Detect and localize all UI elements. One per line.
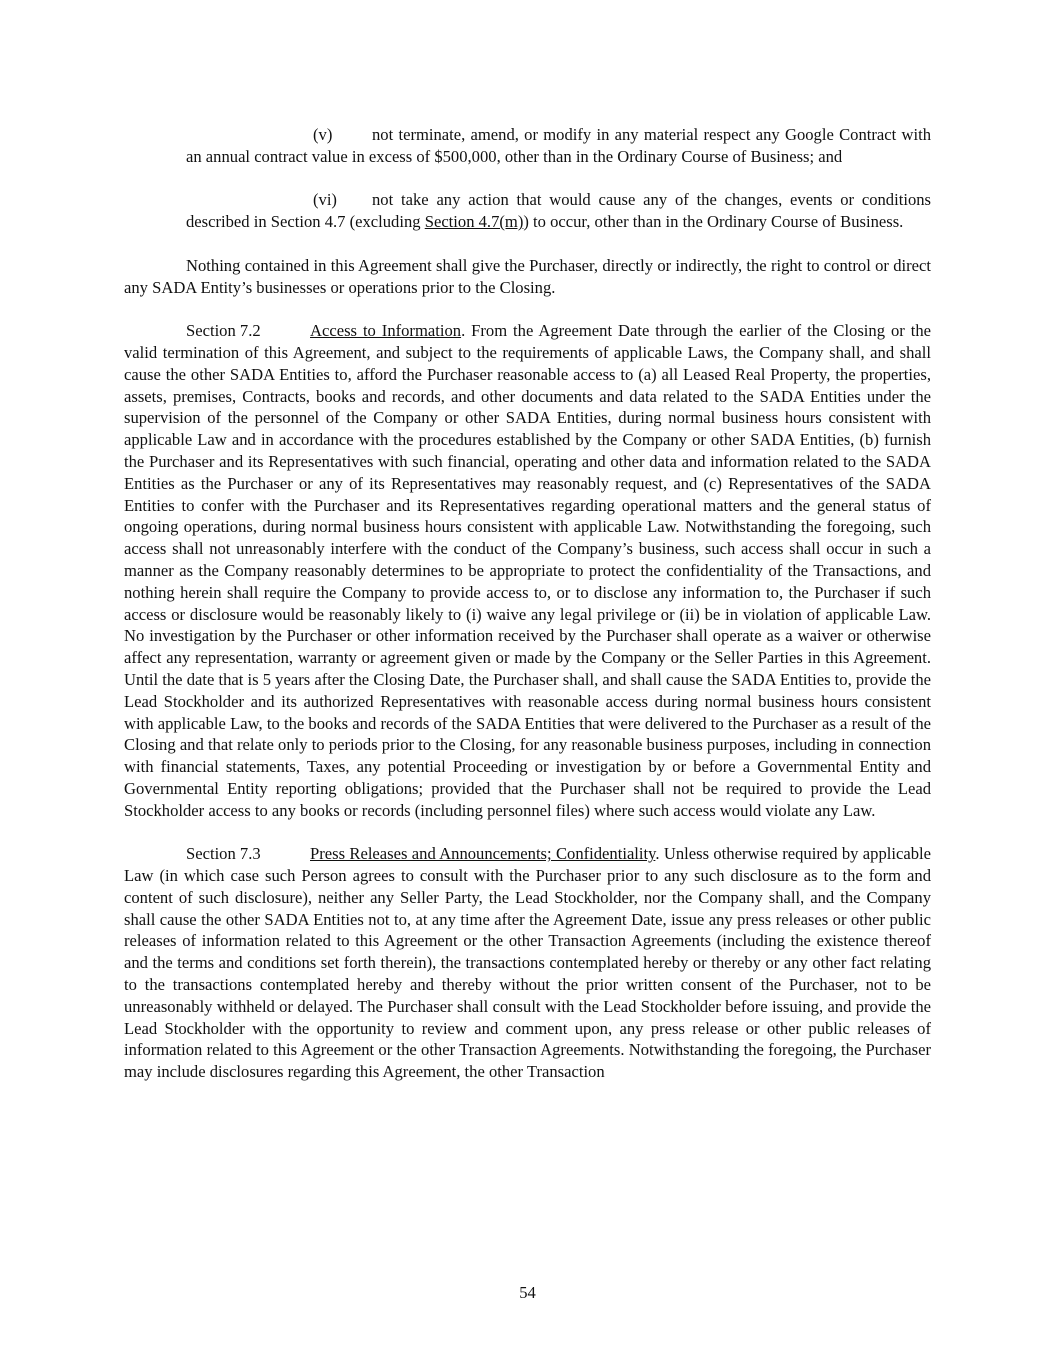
clause-v bbox=[186, 124, 931, 168]
clause-text: ) to occur, other than in the Ordinary Course of Business. bbox=[523, 212, 904, 232]
nothing-paragraph: Nothing contained in this Agreement shall give the Purchaser, directly or indirectly, the right to control or direct any SADA Entity’s businesses or operations prior to the Closing. bbox=[124, 255, 931, 297]
page-number: 54 bbox=[519, 1283, 536, 1302]
section-heading: Access to Information bbox=[310, 321, 462, 341]
clause-text: not take any action that would cause any of the changes, events or conditions described in Section 4.7 (excluding bbox=[186, 190, 931, 232]
clause-text: not terminate, amend, or modify in any material respect any Google Contract with an annual contract value in excess of $500,000, other than in the Ordinary Course of Business; and bbox=[186, 125, 931, 166]
document-page bbox=[124, 124, 931, 1105]
clause-number: (v) bbox=[313, 125, 333, 144]
section-body: . Unless otherwise required by applicable Law (in which case such Person agrees to consult with the Purchaser prior to any such disclosure as to the form and content of such disclosure), neither any Seller Party, the Lead Stockholder, nor the Company shall, and the Company shall cause the other SADA Entities not to, at any time after the Agreement Date, issue any press releases or other public releases of information related to this Agreement or the other Transaction Agreements (including the existence thereof and the terms and conditions set forth therein), the transactions contemplated hereby or thereby or any other fact relating to the transactions contemplated hereby and thereby without the prior written consent of the Purchaser, not to be unreasonably withheld or delayed. The Purchaser shall consult with the Lead Stockholder before issuing, and provide the Lead Stockholder with the opportunity to review and comment upon, any press release or other public releases of information related to this Agreement or the other Transaction Agreements. Notwithstanding the foregoing, the Purchaser may include disclosures regarding this Agreement, the other Transaction bbox=[124, 844, 931, 1082]
clause-number: (vi) bbox=[313, 190, 337, 210]
clause-vi bbox=[186, 189, 931, 233]
section-label: Section 7.3 bbox=[186, 844, 261, 864]
section-heading: Press Releases and Announcements; Confidentiality bbox=[310, 844, 656, 864]
section-label: Section 7.2 bbox=[186, 321, 261, 341]
section-reference: Section 4.7(m) bbox=[424, 212, 524, 232]
section-7-3 bbox=[124, 843, 931, 1083]
section-body: . From the Agreement Date through the earlier of the Closing or the valid termination of this Agreement, and subject to the requirements of applicable Laws, the Company shall, and shall cause the other SADA Entities to, afford the Purchaser reasonable access to (a) all Leased Real Property, the properties, assets, premises, Contracts, books and records, and other documents and data related to the SADA Entities under the supervision of the personnel of the Company or other SADA Entities, during normal business hours consistent with applicable Law and in accordance with the procedures established by the Company or other SADA Entities, (b) furnish the Purchaser and its Representatives with such financial, operating and other data and information related to the SADA Entities as the Purchaser or any of its Representatives may reasonably request, and (c) Representatives of the SADA Entities to confer with the Purchaser and its Representatives regarding operational matters and the general status of ongoing operations, during normal business hours consistent with applicable Law. Notwithstanding the foregoing, such access shall not unreasonably interfere with the conduct of the Company’s business, such access shall occur in such a manner as the Company reasonably determines to be appropriate to protect the confidentiality of the Transactions, and nothing herein shall require the Company to provide access to, or to disclose any information to, the Purchaser if such access or disclosure would be reasonably likely to (i) waive any legal privilege or (ii) be in violation of applicable Law. No investigation by the Purchaser or other information received by the Purchaser shall operate as a waiver or otherwise affect any representation, warranty or agreement given or made by the Company or the Seller Parties in this Agreement. Until the date that is 5 years after the Closing Date, the Purchaser shall, and shall cause the SADA Entities to, provide the Lead Stockholder and its authorized Representatives with reasonable access during normal business hours consistent with applicable Law, to the books and records of the SADA Entities that were delivered to the Purchaser as a result of the Closing and that relate only to periods prior to the Closing, for any reasonable business purposes, including in connection with financial statements, Taxes, any potential Proceeding or investigation by or before a Governmental Entity and Governmental Entity reporting obligations; provided that the Purchaser shall not be required to provide the Lead Stockholder access to any books or records (including personnel files) where such access would violate any Law. bbox=[124, 321, 931, 820]
section-7-2 bbox=[124, 320, 931, 821]
